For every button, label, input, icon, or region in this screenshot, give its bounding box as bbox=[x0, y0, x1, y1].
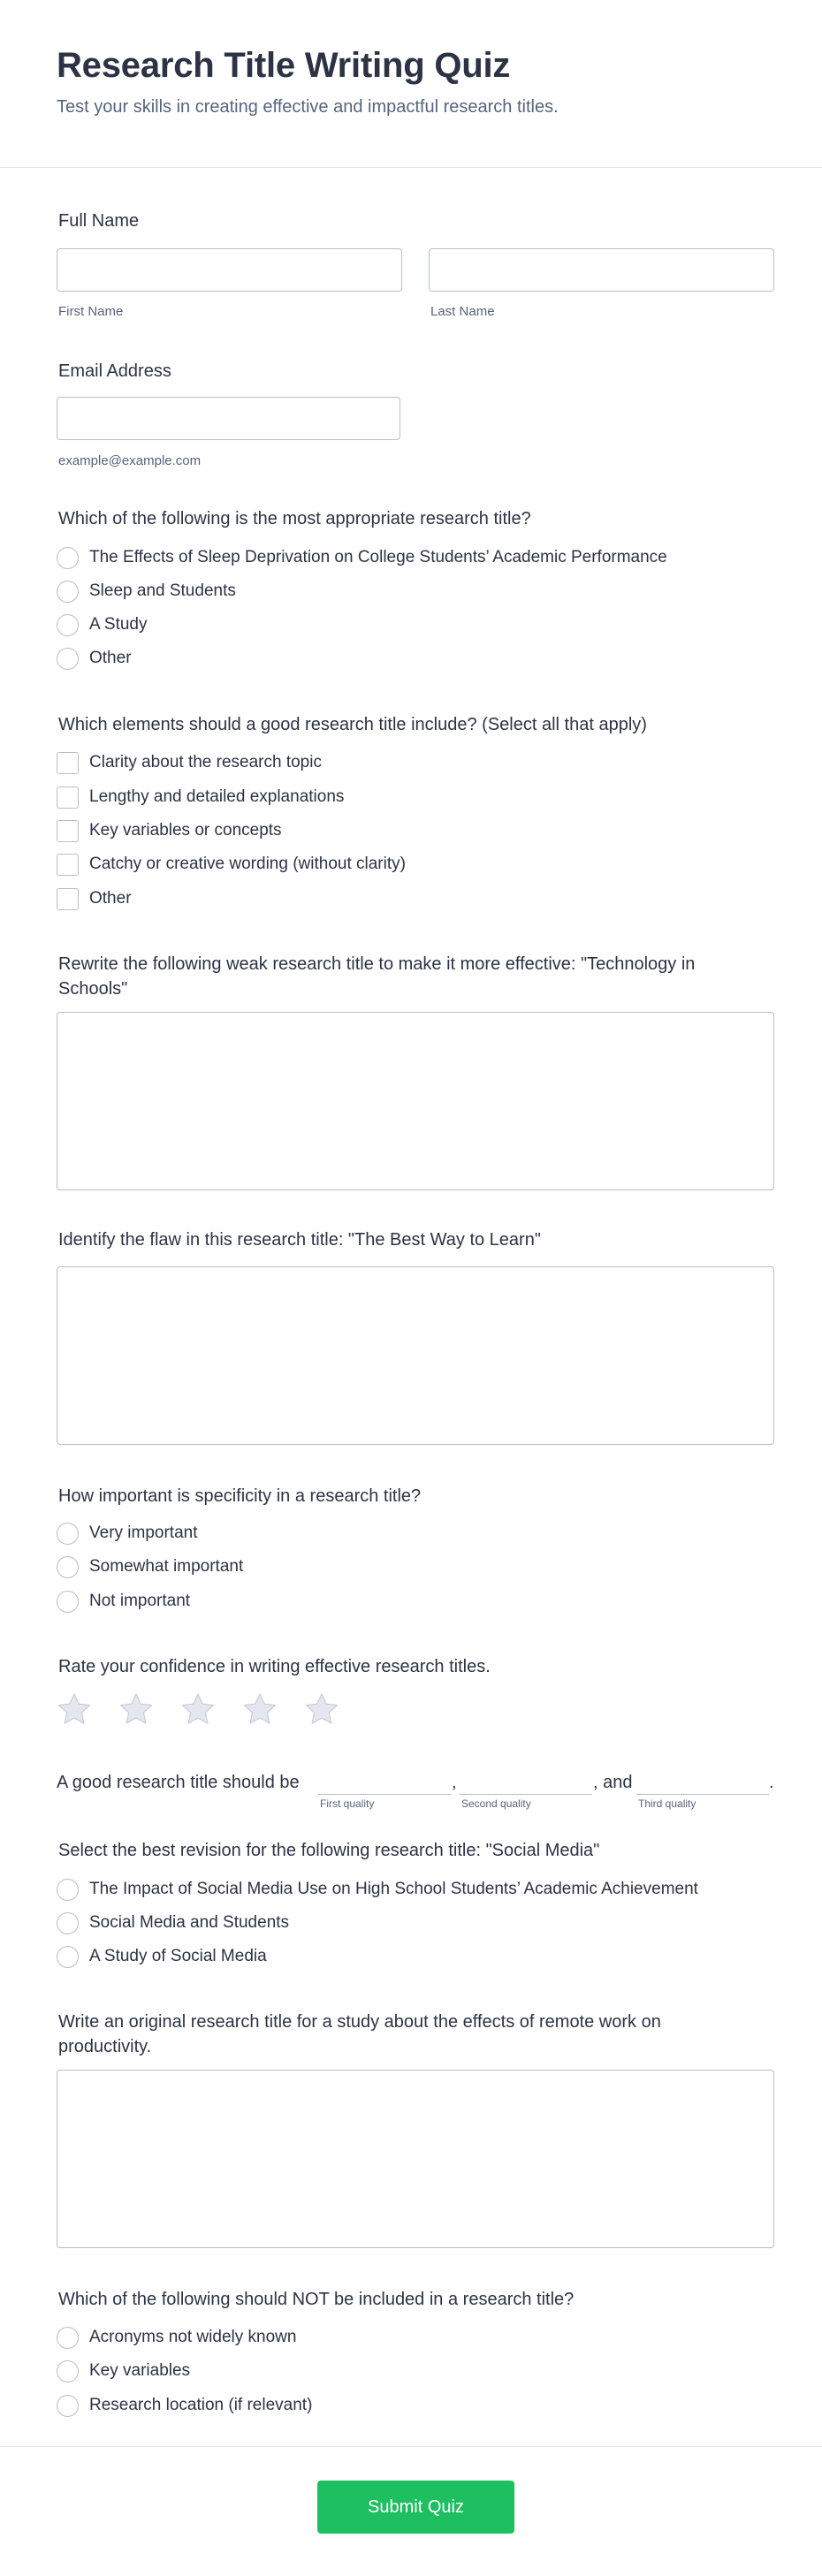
q10-option-2[interactable]: Key variables bbox=[57, 2359, 190, 2383]
fill-blank-prefix: A good research title should be bbox=[57, 1773, 300, 1792]
radio-button[interactable] bbox=[57, 2360, 79, 2382]
page-title: Research Title Writing Quiz bbox=[57, 46, 511, 85]
question-2-label: Which elements should a good research title include? (Select all that apply) bbox=[58, 715, 647, 734]
fill-blank-separator-1: , bbox=[452, 1773, 457, 1792]
q2-option-4[interactable]: Catchy or creative wording (without clarity) bbox=[57, 852, 406, 877]
radio-button[interactable] bbox=[57, 581, 79, 603]
last-name-sublabel: Last Name bbox=[430, 304, 495, 319]
q8-option-3[interactable]: A Study of Social Media bbox=[57, 1944, 267, 1969]
submit-quiz-button[interactable]: Submit Quiz bbox=[317, 2481, 514, 2534]
q1-option-4[interactable]: Other bbox=[57, 646, 132, 671]
star-1-icon[interactable] bbox=[57, 1691, 92, 1727]
fill-blank-separator-2: , and bbox=[593, 1773, 633, 1792]
checkbox[interactable] bbox=[57, 752, 79, 774]
first-name-sublabel: First Name bbox=[58, 304, 124, 319]
question-4-textarea[interactable] bbox=[57, 1266, 774, 1445]
page-subtitle: Test your skills in creating effective and impactful research titles. bbox=[57, 97, 559, 117]
radio-button[interactable] bbox=[57, 1946, 79, 1968]
radio-button[interactable] bbox=[57, 547, 79, 569]
fill-blank-input-2[interactable] bbox=[460, 1794, 592, 1795]
first-name-input[interactable] bbox=[57, 248, 402, 292]
question-5-label: How important is specificity in a research title? bbox=[58, 1486, 422, 1506]
fill-blank-sublabel-1: First quality bbox=[320, 1797, 375, 1810]
radio-button[interactable] bbox=[57, 1556, 79, 1578]
q1-option-3[interactable]: A Study bbox=[57, 612, 148, 637]
fill-blank-input-3[interactable] bbox=[636, 1794, 769, 1795]
email-sublabel: example@example.com bbox=[58, 453, 202, 468]
q8-option-2[interactable]: Social Media and Students bbox=[57, 1911, 289, 1935]
q5-option-3[interactable]: Not important bbox=[57, 1589, 190, 1614]
question-9-label: Write an original research title for a study about the effects of remote work on productivity. bbox=[58, 2012, 661, 2056]
q5-option-1[interactable]: Very important bbox=[57, 1521, 198, 1546]
q1-option-1[interactable]: The Effects of Sleep Deprivation on College Students’ Academic Performance bbox=[57, 545, 667, 570]
radio-button[interactable] bbox=[57, 1879, 79, 1901]
q10-option-1[interactable]: Acronyms not widely known bbox=[57, 2325, 296, 2350]
checkbox[interactable] bbox=[57, 854, 79, 876]
full-name-label: Full Name bbox=[58, 211, 140, 231]
question-3-label: Rewrite the following weak research title to make it more effective: "Technology in Schools" bbox=[58, 954, 696, 999]
radio-button[interactable] bbox=[57, 648, 79, 670]
question-3-textarea[interactable] bbox=[57, 1012, 774, 1190]
radio-button[interactable] bbox=[57, 2395, 79, 2417]
radio-button[interactable] bbox=[57, 614, 79, 636]
q2-option-2[interactable]: Lengthy and detailed explanations bbox=[57, 785, 344, 809]
radio-button[interactable] bbox=[57, 1912, 79, 1934]
q2-option-3[interactable]: Key variables or concepts bbox=[57, 818, 282, 843]
question-1-label: Which of the following is the most appropriate research title? bbox=[58, 509, 531, 528]
star-5-icon[interactable] bbox=[304, 1691, 339, 1727]
radio-button[interactable] bbox=[57, 1591, 79, 1613]
email-input[interactable] bbox=[57, 397, 400, 440]
form-header bbox=[0, 0, 822, 168]
q5-option-2[interactable]: Somewhat important bbox=[57, 1554, 243, 1579]
q1-option-2[interactable]: Sleep and Students bbox=[57, 579, 236, 604]
question-8-label: Select the best revision for the following research title: "Social Media" bbox=[58, 1841, 600, 1860]
question-10-label: Which of the following should NOT be included in a research title? bbox=[58, 2290, 575, 2309]
checkbox[interactable] bbox=[57, 820, 79, 842]
question-9-textarea[interactable] bbox=[57, 2070, 774, 2248]
checkbox[interactable] bbox=[57, 786, 79, 809]
star-2-icon[interactable] bbox=[118, 1691, 154, 1727]
star-4-icon[interactable] bbox=[242, 1691, 278, 1727]
star-3-icon[interactable] bbox=[180, 1691, 216, 1727]
radio-button[interactable] bbox=[57, 2327, 79, 2349]
question-4-label: Identify the flaw in this research title: "The Best Way to Learn" bbox=[58, 1230, 541, 1250]
fill-blank-input-1[interactable] bbox=[318, 1794, 451, 1795]
fill-blank-sublabel-3: Third quality bbox=[638, 1797, 696, 1810]
star-rating bbox=[57, 1691, 366, 1727]
email-label: Email Address bbox=[58, 361, 171, 381]
q10-option-3[interactable]: Research location (if relevant) bbox=[57, 2393, 312, 2418]
q2-option-1[interactable]: Clarity about the research topic bbox=[57, 750, 322, 775]
fill-blank-suffix: . bbox=[769, 1773, 774, 1792]
fill-blank-sublabel-2: Second quality bbox=[461, 1797, 531, 1810]
q8-option-1[interactable]: The Impact of Social Media Use on High School Students’ Academic Achievement bbox=[57, 1877, 698, 1902]
checkbox[interactable] bbox=[57, 888, 79, 910]
question-6-label: Rate your confidence in writing effective research titles. bbox=[58, 1657, 491, 1676]
radio-button[interactable] bbox=[57, 1523, 79, 1545]
last-name-input[interactable] bbox=[429, 248, 774, 292]
q2-option-5[interactable]: Other bbox=[57, 886, 132, 911]
